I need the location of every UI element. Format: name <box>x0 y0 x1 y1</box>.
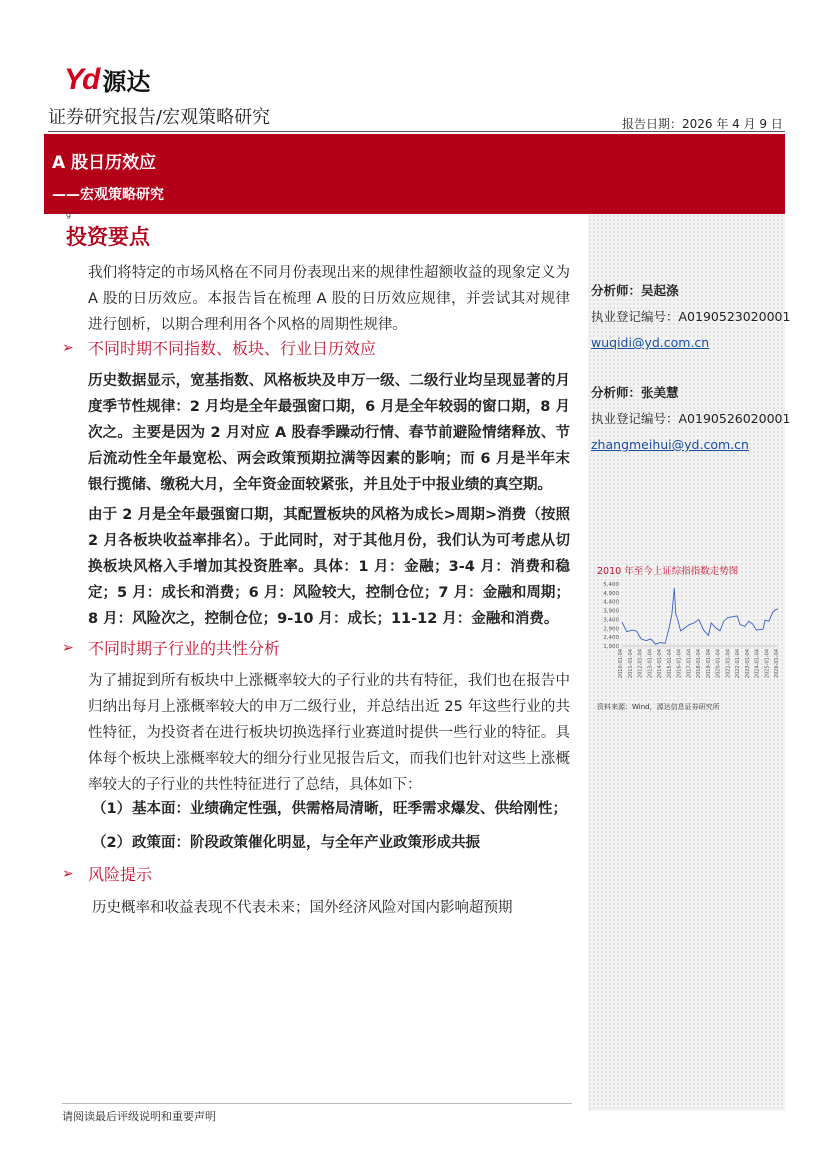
x-tick-label: 2026-01-04 <box>774 649 780 679</box>
series-line <box>622 588 778 644</box>
x-tick-label: 2016-01-04 <box>676 649 683 679</box>
analyst-registration: 执业登记编号：A0190523020001 <box>591 309 791 324</box>
bullet-heading-1 <box>62 336 376 359</box>
intro-paragraph: 我们将特定的市场风格在不同月份表现出来的规律性超额收益的现象定义为 A 股的日历效应。本报告旨在梳理 A 股的日历效应规律，并尝试其对规律进行刨析，以期合理利用各个风格的周期性规律。 <box>88 265 570 333</box>
arrow-icon: ➢ <box>62 865 74 882</box>
y-tick-label: 4,900 <box>603 590 619 597</box>
footer-divider <box>62 1103 572 1104</box>
x-tick-label: 2015-01-04 <box>666 649 673 679</box>
analyst-name: 分析师：吴起涤 <box>591 283 679 298</box>
footer-disclaimer: 请阅读最后评级说明和重要声明 <box>62 1110 216 1123</box>
x-tick-label: 2012-01-04 <box>637 649 644 679</box>
x-tick-label: 2024-01-04 <box>754 649 761 679</box>
company-logo <box>64 62 150 97</box>
x-tick-label: 2020-01-04 <box>715 649 722 679</box>
stray-mark: g <box>66 210 72 219</box>
x-tick-label: 2023-01-04 <box>744 649 751 679</box>
list-item <box>92 797 567 818</box>
y-tick-label: 5,400 <box>603 582 619 588</box>
chart-source: 资料来源：Wind，源达信息证券研究所 <box>597 703 720 711</box>
list-item <box>92 831 480 852</box>
chart-title: 2010 年至今上证综指指数走势图 <box>597 566 739 577</box>
x-tick-label: 2025-01-04 <box>764 649 771 679</box>
x-tick-label: 2021-01-04 <box>725 649 732 679</box>
analyst-block-1 <box>591 278 790 356</box>
list-text: 政策面：阶段政策催化明显，与全年产业政策形成共振 <box>132 835 480 851</box>
analyst-name: 分析师：张美慧 <box>591 385 679 400</box>
bullet-heading-label: 风险提示 <box>88 865 153 884</box>
list-text: 基本面：业绩确定性强，供需格局清晰，旺季需求爆发、供给刚性； <box>132 801 567 817</box>
bullet-heading-label: 不同时期不同指数、板块、行业日历效应 <box>88 339 377 358</box>
header-divider <box>48 131 785 132</box>
bullet-heading-2 <box>62 636 280 659</box>
arrow-icon: ➢ <box>62 639 74 656</box>
analyst-email-link[interactable]: wuqidi@yd.com.cn <box>591 335 710 350</box>
risk-text: 历史概率和收益表现不代表未来；国外经济风险对国内影响超预期 <box>92 900 513 916</box>
arrow-icon: ➢ <box>62 339 74 356</box>
x-tick-label: 2019-01-04 <box>705 649 712 679</box>
y-tick-label: 3,400 <box>603 617 619 624</box>
x-tick-label: 2018-01-04 <box>696 649 702 679</box>
list-number: （2） <box>92 835 132 851</box>
x-tick-label: 2010-01-04 <box>618 649 624 679</box>
report-title: A 股日历效应 <box>52 153 157 173</box>
logo-mark: Yd <box>64 62 99 96</box>
report-date: 报告日期：2026 年 4 月 9 日 <box>622 117 783 131</box>
x-tick-label: 2013-01-04 <box>647 649 654 679</box>
paragraph-rotation: 由于 2 月是全年最强窗口期，其配置板块的风格为成长>周期>消费（按照 2 月各板块收益率排名）。于此同时，对于其他月份，我们认为可考虑从切换板块风格入手增加其投资胜率。具体：1 月：金融；3-4 月：消费和稳定；5 月：成长和消费；6 月：风险较大，控制仓位；7 月：金融和周期；8 月：风险次之，控制仓位；9-10 月：成长；11-12 月：金融和消费。 <box>88 507 570 627</box>
paragraph-subindustry: 为了捕捉到所有板块中上涨概率较大的子行业的共有特征，我们也在报告中归纳出每月上涨概率较大的申万二级行业，并总结出近 25 年这些行业的共性特征，为投资者在进行板块切换选择行业赛道时提供一些行业的特征。具体每个板块上涨概率较大的细分行业见报告后文，而我们也针对这些上涨概率较大的子行业的共性特征进行了总结，具体如下： <box>88 673 570 793</box>
y-tick-label: 2,400 <box>603 635 619 642</box>
y-tick-label: 2,900 <box>603 626 619 633</box>
x-tick-label: 2014-01-04 <box>657 649 663 679</box>
analyst-registration: 执业登记编号：A0190526020001 <box>591 411 791 426</box>
logo-text: 源达 <box>102 68 151 96</box>
analyst-email-link[interactable]: zhangmeihui@yd.com.cn <box>591 437 749 452</box>
report-category: 证券研究报告/宏观策略研究 <box>48 107 271 128</box>
bullet-heading-3 <box>62 862 152 885</box>
paragraph-seasonality: 历史数据显示，宽基指数、风格板块及申万一级、二级行业均呈现显著的月度季节性规律：2 月均是全年最强窗口期，6 月是全年较弱的窗口期，8 月次之。主要是因为 2 月对应 A 股春季躁动行情、春节前避险情绪释放、节后流动性全年最宽松、两会政策预期拉满等因素的影响；而 6 月是半年末银行揽储、缴税大月，全年资金面较紧张，并且处于中报业绩的真空期。 <box>88 373 570 493</box>
index-trend-chart <box>594 562 784 714</box>
report-subtitle: ——宏观策略研究 <box>52 187 164 203</box>
section-title: 投资要点 <box>66 225 150 249</box>
y-tick-label: 4,400 <box>603 599 619 606</box>
y-tick-label: 3,900 <box>603 608 619 615</box>
list-number: （1） <box>92 801 132 817</box>
bullet-heading-label: 不同时期子行业的共性分析 <box>88 639 281 658</box>
x-tick-label: 2017-01-04 <box>686 649 693 679</box>
analyst-block-2 <box>591 380 790 458</box>
x-tick-label: 2022-01-04 <box>735 649 741 679</box>
x-tick-label: 2011-01-04 <box>627 649 634 679</box>
y-tick-label: 1,900 <box>603 644 619 650</box>
